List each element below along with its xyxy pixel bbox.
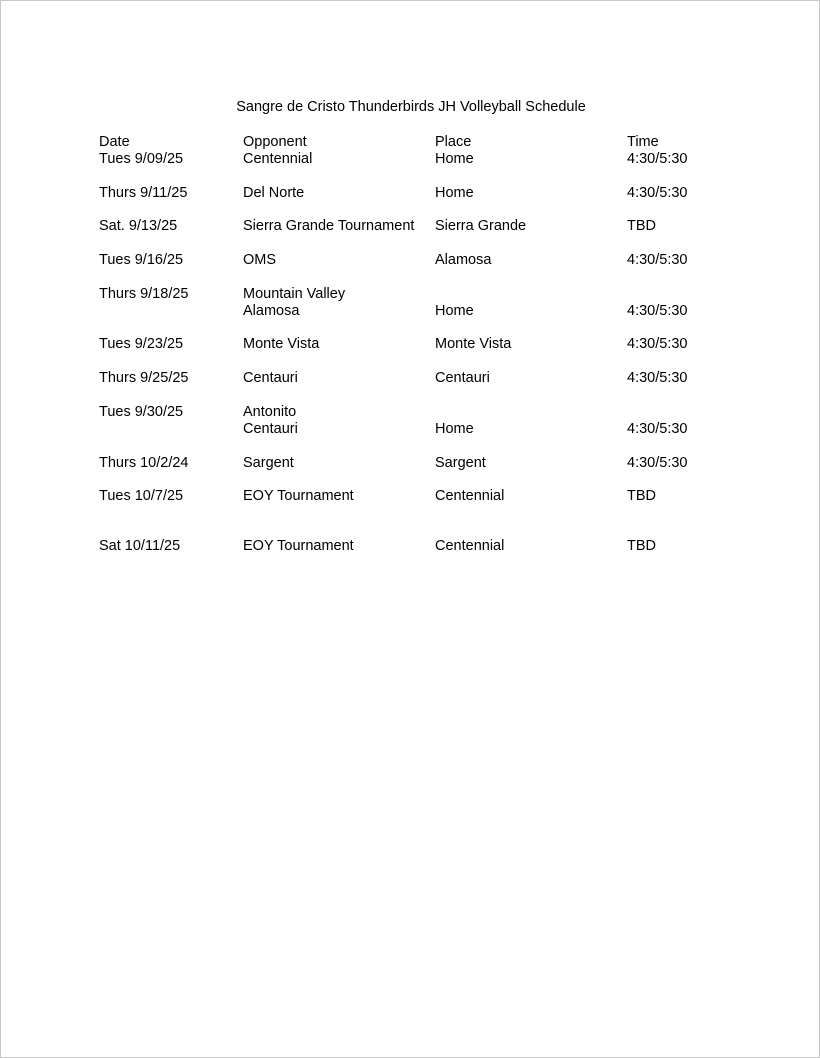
- row-time: 4:30/5:30: [627, 370, 688, 386]
- row-place: Centauri: [435, 370, 490, 386]
- row-time: 4:30/5:30: [627, 336, 688, 352]
- row-date: Thurs 9/18/25: [99, 286, 189, 302]
- row-opponent: Centauri: [243, 370, 298, 386]
- row-place: Monte Vista: [435, 336, 512, 352]
- row-opponent: Centennial: [243, 151, 313, 167]
- row-date: Thurs 9/11/25: [99, 185, 188, 201]
- row-date: Thurs 9/25/25: [99, 370, 189, 386]
- row-time: 4:30/5:30: [627, 421, 688, 437]
- row-place: Sargent: [435, 455, 486, 471]
- row-time: 4:30/5:30: [627, 303, 688, 319]
- row-place: Centennial: [435, 488, 505, 504]
- header-place: Place: [435, 134, 472, 150]
- row-time: TBD: [627, 488, 656, 504]
- row-time: 4:30/5:30: [627, 455, 688, 471]
- header-date: Date: [99, 134, 130, 150]
- row-date: Thurs 10/2/24: [99, 455, 189, 471]
- row-opponent: Sierra Grande Tournament: [243, 218, 415, 234]
- row-time: 4:30/5:30: [627, 151, 688, 167]
- row-time: TBD: [627, 218, 656, 234]
- row-opponent: EOY Tournament: [243, 538, 354, 554]
- row-date: Tues 9/30/25: [99, 404, 184, 420]
- row-opponent: Monte Vista: [243, 336, 320, 352]
- row-place: Alamosa: [435, 252, 492, 268]
- row-date: Sat 10/11/25: [99, 538, 181, 554]
- row-opponent: Alamosa: [243, 303, 300, 319]
- row-opponent: Mountain Valley: [243, 286, 346, 302]
- row-place: Centennial: [435, 538, 505, 554]
- row-opponent: OMS: [243, 252, 277, 268]
- row-date: Tues 9/16/25: [99, 252, 184, 268]
- row-place: Home: [435, 151, 474, 167]
- row-opponent: Centauri: [243, 421, 298, 437]
- row-time: TBD: [627, 538, 656, 554]
- row-place: Home: [435, 303, 474, 319]
- row-place: Sierra Grande: [435, 218, 527, 234]
- row-opponent: Sargent: [243, 455, 294, 471]
- row-place: Home: [435, 421, 474, 437]
- schedule-title: Sangre de Cristo Thunderbirds JH Volleyball Schedule: [236, 99, 586, 115]
- header-opponent: Opponent: [243, 134, 307, 150]
- header-time: Time: [627, 134, 659, 150]
- row-time: 4:30/5:30: [627, 185, 688, 201]
- row-opponent: Antonito: [243, 404, 297, 420]
- row-opponent: Del Norte: [243, 185, 305, 201]
- row-date: Tues 10/7/25: [99, 488, 184, 504]
- row-date: Sat. 9/13/25: [99, 218, 178, 234]
- row-date: Tues 9/09/25: [99, 151, 184, 167]
- row-place: Home: [435, 185, 474, 201]
- row-date: Tues 9/23/25: [99, 336, 184, 352]
- row-opponent: EOY Tournament: [243, 488, 354, 504]
- row-time: 4:30/5:30: [627, 252, 688, 268]
